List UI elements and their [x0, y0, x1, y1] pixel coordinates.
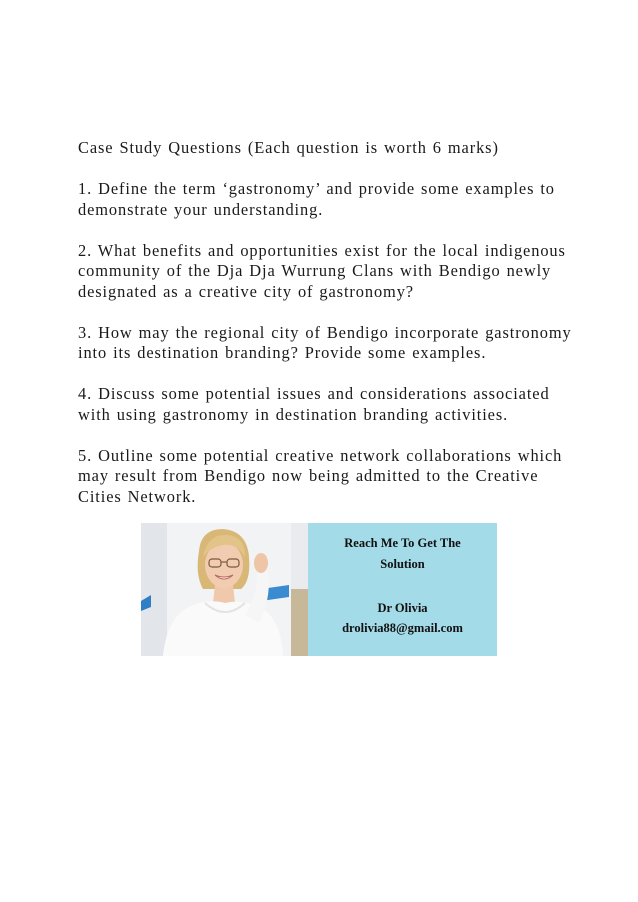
- woman-photo: [141, 523, 308, 656]
- question-3: 3. How may the regional city of Bendigo incorporate gastronomy into its destination branding? Provide some examples.: [78, 322, 572, 362]
- question-5: 5. Outline some potential creative network collaborations which may result from Bendigo now being admitted to the Creative Cities Network.: [78, 445, 563, 506]
- contact-email-link[interactable]: drolivia88@gmail.com: [342, 621, 463, 635]
- ad-cta-line-2: Solution: [380, 557, 425, 571]
- contact-ad-banner[interactable]: [141, 523, 497, 656]
- question-text-block: [78, 138, 578, 507]
- contact-panel: [308, 523, 497, 656]
- question-2: 2. What benefits and opportunities exist for the local indigenous community of the Dja Dja Wurrung Clans with Bendigo newly designated as a creative city of gastronomy?: [78, 240, 566, 301]
- case-study-heading: Case Study Questions (Each question is worth 6 marks): [78, 138, 499, 157]
- question-4: 4. Discuss some potential issues and considerations associated with using gastronomy in destination branding activities.: [78, 384, 550, 424]
- woman-portrait-illustration: [141, 523, 308, 656]
- question-1: 1. Define the term ‘gastronomy’ and provide some examples to demonstrate your understanding.: [78, 179, 555, 219]
- ad-cta-line-1: Reach Me To Get The: [344, 536, 461, 550]
- contact-name: Dr Olivia: [377, 601, 428, 615]
